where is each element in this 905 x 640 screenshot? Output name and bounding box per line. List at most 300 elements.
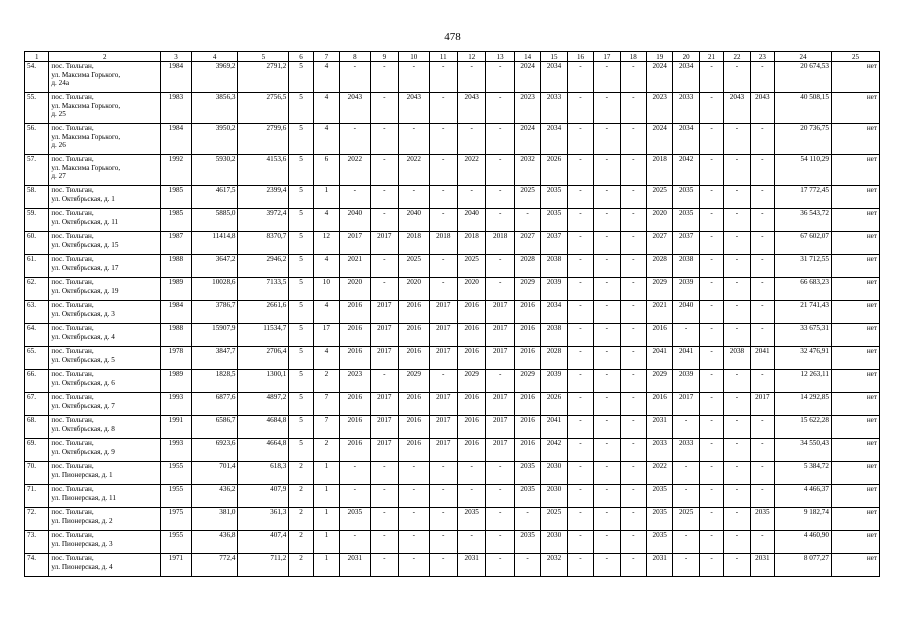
cell-c12: 2020 [457,278,485,301]
cell-c24: 12 263,11 [775,370,832,393]
cell-c8: - [340,124,370,155]
address-cell [49,155,161,186]
cell-c11: - [429,554,457,577]
cell-c20: - [673,554,699,577]
cell-c24: 36 543,72 [775,209,832,232]
cell-c6: 5 [289,232,313,255]
cell-c5: 2399,4 [238,186,289,209]
cell-c8: 2016 [340,324,370,347]
cell-c5: 3972,4 [238,209,289,232]
address-line: ул. Октябрьская, д. 6 [51,378,115,387]
cell-c9: - [370,62,398,93]
cell-c18: - [620,393,646,416]
cell-c15: 2030 [541,531,567,554]
cell-c19: 2035 [647,485,673,508]
cell-c7: 1 [313,508,339,531]
cell-c6: 5 [289,439,313,462]
cell-c24: 4 466,37 [775,485,832,508]
row-number-cell: 68. [25,416,49,439]
cell-c10: 2043 [399,93,429,124]
cell-c7: 10 [313,278,339,301]
address-line: пос. Тюльган, [51,531,94,539]
row-number-cell: 74. [25,554,49,577]
cell-c5: 2756,5 [238,93,289,124]
row-number-cell: 55. [25,93,49,124]
cell-c13: - [486,370,514,393]
cell-c13: 2017 [486,324,514,347]
cell-c20: - [673,462,699,485]
cell-c4: 3847,7 [191,347,238,370]
cell-c18: - [620,462,646,485]
cell-c24: 34 550,43 [775,439,832,462]
address-cell [49,124,161,155]
cell-c18: - [620,255,646,278]
cell-c13: - [486,93,514,124]
cell-c11: 2018 [429,232,457,255]
cell-c17: - [594,554,620,577]
cell-c11: 2017 [429,393,457,416]
cell-c10: 2016 [399,416,429,439]
cell-c25: нет [831,255,879,278]
address-cell [49,278,161,301]
cell-c18: - [620,416,646,439]
table-row [25,462,880,485]
cell-c10: 2016 [399,347,429,370]
table-row [25,301,880,324]
address-line: пос. Тюльган, [51,347,94,355]
cell-c11: - [429,155,457,186]
cell-c7: 6 [313,155,339,186]
cell-c12: 2035 [457,508,485,531]
cell-c3: 1989 [161,370,191,393]
cell-c6: 5 [289,255,313,278]
cell-c8: 2016 [340,347,370,370]
cell-c8: 2016 [340,301,370,324]
cell-c25: нет [831,232,879,255]
address-cell [49,324,161,347]
cell-c16: - [567,278,593,301]
cell-c14: 2029 [514,278,540,301]
cell-c17: - [594,370,620,393]
cell-c6: 5 [289,186,313,209]
row-number-cell: 71. [25,485,49,508]
cell-c9: - [370,186,398,209]
address-line: ул. Октябрьская, д. 7 [51,401,115,410]
cell-c24: 31 712,55 [775,255,832,278]
cell-c22: - [724,370,750,393]
cell-c18: - [620,370,646,393]
cell-c14: 2032 [514,155,540,186]
cell-c21: - [699,508,723,531]
cell-c21: - [699,93,723,124]
cell-c20: 2039 [673,278,699,301]
cell-c12: - [457,62,485,93]
cell-c4: 6586,7 [191,416,238,439]
cell-c9: - [370,462,398,485]
cell-c8: 2016 [340,439,370,462]
column-header: 25 [831,52,879,62]
table-row [25,62,880,93]
cell-c15: 2039 [541,278,567,301]
row-number-cell: 73. [25,531,49,554]
cell-c15: 2034 [541,301,567,324]
cell-c16: - [567,508,593,531]
cell-c9: - [370,255,398,278]
cell-c25: нет [831,439,879,462]
cell-c16: - [567,93,593,124]
cell-c13: - [486,124,514,155]
cell-c8: 2031 [340,554,370,577]
cell-c6: 5 [289,416,313,439]
address-cell [49,439,161,462]
cell-c25: нет [831,209,879,232]
cell-c11: 2017 [429,301,457,324]
cell-c17: - [594,209,620,232]
cell-c9: - [370,155,398,186]
address-cell [49,209,161,232]
row-number-cell: 56. [25,124,49,155]
cell-c14: 2024 [514,62,540,93]
address-line: пос. Тюльган, [51,508,94,516]
cell-c21: - [699,439,723,462]
cell-c18: - [620,232,646,255]
cell-c19: 2028 [647,255,673,278]
column-header: 6 [289,52,313,62]
cell-c20: - [673,324,699,347]
cell-c20: 2042 [673,155,699,186]
cell-c20: - [673,531,699,554]
cell-c5: 2946,2 [238,255,289,278]
cell-c22: - [724,255,750,278]
cell-c22: - [724,324,750,347]
cell-c9: - [370,485,398,508]
cell-c19: 2024 [647,124,673,155]
cell-c15: 2039 [541,370,567,393]
cell-c8: 2043 [340,93,370,124]
cell-c4: 10028,6 [191,278,238,301]
cell-c20: 2017 [673,393,699,416]
cell-c3: 1991 [161,416,191,439]
cell-c15: 2030 [541,485,567,508]
cell-c25: нет [831,531,879,554]
cell-c20: 2025 [673,508,699,531]
cell-c15: 2028 [541,347,567,370]
cell-c25: нет [831,370,879,393]
cell-c22: - [724,554,750,577]
cell-c23: - [750,209,774,232]
address-line: ул. Октябрьская, д. 1 [51,194,115,203]
cell-c7: 12 [313,232,339,255]
row-number-cell: 62. [25,278,49,301]
cell-c15: 2033 [541,93,567,124]
cell-c4: 3647,2 [191,255,238,278]
table-row [25,155,880,186]
cell-c3: 1985 [161,209,191,232]
row-number-cell: 59. [25,209,49,232]
cell-c19: 2035 [647,508,673,531]
cell-c13: - [486,462,514,485]
cell-c5: 7133,5 [238,278,289,301]
cell-c5: 8370,7 [238,232,289,255]
cell-c14: 2028 [514,255,540,278]
cell-c6: 5 [289,93,313,124]
column-header: 5 [238,52,289,62]
cell-c8: - [340,62,370,93]
cell-c4: 436,2 [191,485,238,508]
cell-c14: 2027 [514,232,540,255]
column-header: 17 [594,52,620,62]
address-line: пос. Тюльган, [51,324,94,332]
cell-c9: - [370,278,398,301]
cell-c3: 1984 [161,124,191,155]
address-cell [49,93,161,124]
row-number-cell: 67. [25,393,49,416]
row-number-cell: 57. [25,155,49,186]
cell-c19: 2022 [647,462,673,485]
cell-c13: - [486,209,514,232]
address-line: д. 27 [51,172,66,181]
cell-c18: - [620,93,646,124]
address-line: пос. Тюльган, [51,554,94,562]
cell-c9: - [370,554,398,577]
cell-c21: - [699,485,723,508]
table-row [25,278,880,301]
table-row [25,485,880,508]
column-header: 4 [191,52,238,62]
cell-c22: - [724,416,750,439]
cell-c22: - [724,485,750,508]
cell-c24: 15 622,28 [775,416,832,439]
cell-c9: 2017 [370,232,398,255]
table-row [25,347,880,370]
cell-c15: 2026 [541,393,567,416]
cell-c12: 2016 [457,393,485,416]
cell-c19: 2023 [647,93,673,124]
cell-c18: - [620,554,646,577]
cell-c22: - [724,155,750,186]
cell-c17: - [594,278,620,301]
cell-c12: - [457,531,485,554]
column-header: 23 [750,52,774,62]
cell-c23: - [750,155,774,186]
cell-c10: 2029 [399,370,429,393]
address-cell [49,301,161,324]
row-number-cell: 70. [25,462,49,485]
cell-c16: - [567,232,593,255]
cell-c25: нет [831,324,879,347]
cell-c7: 7 [313,416,339,439]
cell-c8: 2020 [340,278,370,301]
cell-c7: 4 [313,347,339,370]
address-line: ул. Октябрьская, д. 17 [51,263,119,272]
cell-c16: - [567,301,593,324]
table-row [25,124,880,155]
cell-c10: - [399,124,429,155]
cell-c21: - [699,209,723,232]
cell-c10: - [399,186,429,209]
column-header: 11 [429,52,457,62]
cell-c19: 2021 [647,301,673,324]
cell-c4: 3856,3 [191,93,238,124]
cell-c21: - [699,186,723,209]
row-number-cell: 64. [25,324,49,347]
cell-c11: - [429,62,457,93]
cell-c14: 2016 [514,393,540,416]
cell-c11: - [429,186,457,209]
cell-c24: 5 384,72 [775,462,832,485]
cell-c25: нет [831,347,879,370]
cell-c19: 2018 [647,155,673,186]
row-number-cell: 65. [25,347,49,370]
column-header: 19 [647,52,673,62]
cell-c19: 2016 [647,324,673,347]
cell-c21: - [699,554,723,577]
cell-c22: - [724,508,750,531]
cell-c6: 2 [289,554,313,577]
cell-c6: 5 [289,347,313,370]
cell-c6: 5 [289,301,313,324]
cell-c5: 4153,6 [238,155,289,186]
cell-c22: 2038 [724,347,750,370]
cell-c15: 2041 [541,416,567,439]
cell-c20: 2035 [673,209,699,232]
cell-c21: - [699,324,723,347]
cell-c25: нет [831,462,879,485]
cell-c6: 5 [289,155,313,186]
cell-c8: 2021 [340,255,370,278]
cell-c11: 2017 [429,324,457,347]
cell-c22: - [724,62,750,93]
cell-c8: - [340,485,370,508]
cell-c13: 2017 [486,416,514,439]
address-line: пос. Тюльган, [51,93,94,101]
cell-c24: 9 182,74 [775,508,832,531]
cell-c6: 5 [289,209,313,232]
cell-c19: 2020 [647,209,673,232]
cell-c5: 2791,2 [238,62,289,93]
cell-c21: - [699,278,723,301]
table-row [25,209,880,232]
cell-c5: 711,2 [238,554,289,577]
cell-c10: - [399,531,429,554]
cell-c18: - [620,531,646,554]
cell-c10: 2016 [399,301,429,324]
cell-c17: - [594,393,620,416]
cell-c20: - [673,416,699,439]
address-cell [49,462,161,485]
address-line: пос. Тюльган, [51,62,94,70]
cell-c11: - [429,531,457,554]
cell-c4: 3969,2 [191,62,238,93]
cell-c19: 2033 [647,439,673,462]
cell-c9: - [370,124,398,155]
cell-c8: 2017 [340,232,370,255]
cell-c13: - [486,186,514,209]
cell-c21: - [699,62,723,93]
cell-c6: 2 [289,508,313,531]
cell-c11: - [429,278,457,301]
cell-c17: - [594,155,620,186]
cell-c9: - [370,508,398,531]
address-line: ул. Пионерская, д. 1 [51,470,113,479]
cell-c12: - [457,124,485,155]
cell-c15: 2025 [541,508,567,531]
cell-c24: 40 508,15 [775,93,832,124]
cell-c13: - [486,531,514,554]
cell-c12: 2016 [457,439,485,462]
cell-c7: 4 [313,301,339,324]
column-header: 7 [313,52,339,62]
cell-c5: 11534,7 [238,324,289,347]
address-cell [49,416,161,439]
table-row [25,416,880,439]
cell-c9: 2017 [370,324,398,347]
cell-c4: 4617,5 [191,186,238,209]
cell-c25: нет [831,301,879,324]
cell-c5: 2799,6 [238,124,289,155]
address-line: пос. Тюльган, [51,255,94,263]
cell-c17: - [594,62,620,93]
cell-c6: 5 [289,324,313,347]
cell-c23: - [750,439,774,462]
cell-c7: 1 [313,462,339,485]
cell-c23: - [750,370,774,393]
address-cell [49,186,161,209]
column-header: 10 [399,52,429,62]
address-line: пос. Тюльган, [51,485,94,493]
cell-c15: 2034 [541,62,567,93]
cell-c4: 3786,7 [191,301,238,324]
cell-c19: 2035 [647,531,673,554]
cell-c7: 7 [313,393,339,416]
cell-c18: - [620,347,646,370]
cell-c23: - [750,255,774,278]
address-line: пос. Тюльган, [51,232,94,240]
cell-c24: 20 736,75 [775,124,832,155]
cell-c17: - [594,124,620,155]
address-line: ул. Октябрьская, д. 19 [51,286,119,295]
cell-c16: - [567,347,593,370]
column-header: 1 [25,52,49,62]
address-line: д. 26 [51,141,66,150]
cell-c10: - [399,508,429,531]
column-header: 14 [514,52,540,62]
cell-c20: 2041 [673,347,699,370]
cell-c9: 2017 [370,439,398,462]
cell-c23: 2031 [750,554,774,577]
address-line: ул. Октябрьская, д. 3 [51,309,115,318]
cell-c3: 1955 [161,531,191,554]
cell-c3: 1993 [161,439,191,462]
cell-c23: - [750,462,774,485]
cell-c16: - [567,62,593,93]
cell-c24: 21 741,43 [775,301,832,324]
cell-c8: - [340,531,370,554]
cell-c22: - [724,531,750,554]
cell-c25: нет [831,485,879,508]
cell-c17: - [594,301,620,324]
cell-c6: 5 [289,393,313,416]
row-number-cell: 69. [25,439,49,462]
table-row [25,439,880,462]
cell-c4: 15907,9 [191,324,238,347]
cell-c6: 2 [289,531,313,554]
cell-c11: - [429,508,457,531]
cell-c25: нет [831,554,879,577]
cell-c17: - [594,347,620,370]
cell-c5: 407,4 [238,531,289,554]
cell-c12: 2016 [457,301,485,324]
